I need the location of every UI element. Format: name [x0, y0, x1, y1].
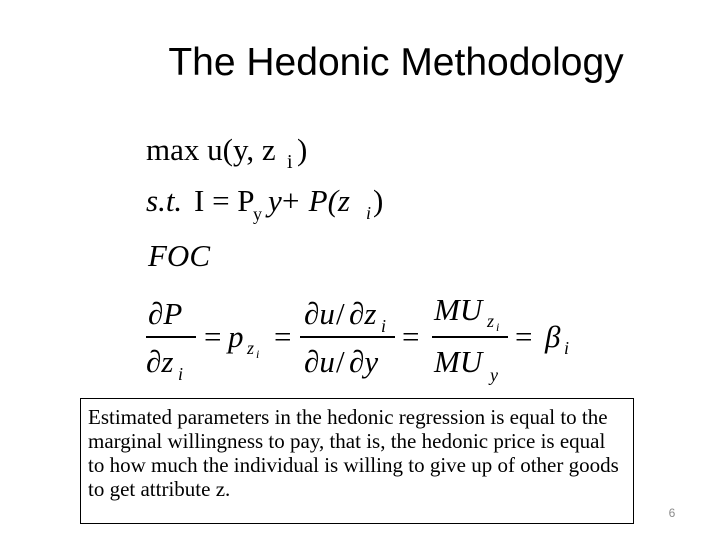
explanation-box: Estimated parameters in the hedonic regression is equal to the marginal willingness to pay, that is, the hedonic price is equal to how much the individual is willing to give up of other goods to get attribute z. — [80, 398, 634, 524]
equals-1: = — [204, 319, 222, 354]
frac3-num-subsubscript: i — [496, 320, 500, 334]
frac3-num-subscript: z — [487, 311, 495, 331]
page-number: 6 — [668, 506, 676, 520]
frac2-den-slash: / — [336, 344, 345, 379]
max-subscript: i — [287, 151, 293, 173]
frac2-den-dy: ∂y — [349, 344, 379, 379]
frac3-numerator: MU — [434, 292, 483, 327]
foc-label: FOC — [148, 238, 210, 273]
frac2-num-du: ∂u — [304, 296, 335, 331]
equals-4: = — [515, 319, 533, 354]
subject-to-label: s.t. — [146, 183, 183, 218]
budget-close-paren: ) — [373, 183, 384, 218]
frac1-numerator: ∂P — [148, 296, 183, 331]
price-y-subscript: y — [253, 204, 262, 224]
equals-2: = — [274, 319, 292, 354]
frac1-den-subscript: i — [178, 364, 184, 384]
beta-coefficient: β — [545, 319, 561, 354]
price-p-subsubscript: i — [256, 347, 260, 361]
frac3-denominator: MU — [434, 344, 483, 379]
frac2-num-slash: / — [336, 296, 345, 331]
budget-price-function: + P(z — [280, 183, 350, 218]
budget-y: y — [268, 183, 282, 218]
max-expression: max u(y, z — [146, 132, 276, 167]
frac1-denominator: ∂z — [146, 344, 174, 379]
slide-title: The Hedonic Methodology — [168, 41, 624, 84]
equals-3: = — [402, 319, 420, 354]
frac2-den-du: ∂u — [304, 344, 335, 379]
max-close-paren: ) — [297, 132, 308, 167]
budget-z-subscript: i — [366, 203, 372, 223]
price-p-subscript: z — [247, 338, 255, 358]
beta-subscript: i — [564, 338, 570, 358]
budget-lhs: I = P — [194, 183, 255, 218]
frac3-den-subscript: y — [490, 365, 498, 385]
frac2-num-subscript: i — [381, 316, 387, 336]
frac2-num-dz: ∂z — [349, 296, 377, 331]
price-p: p — [228, 319, 244, 354]
